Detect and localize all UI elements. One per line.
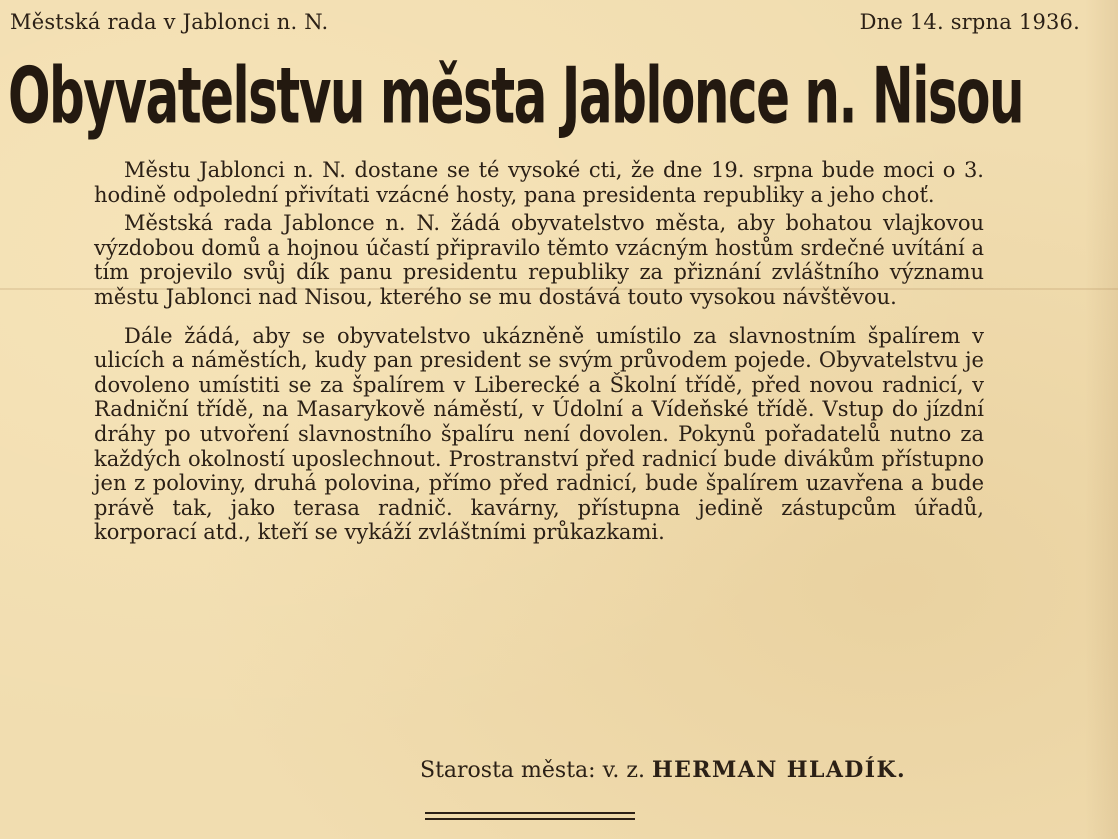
paragraph-1: Městu Jablonci n. N. dostane se té vysoké cti, že dne 19. srpna bude moci o 3. hodině odpolední přivítati vzácné hosty, pana presidenta republiky a jeho choť. xyxy=(94,158,984,207)
adjacent-column-bleed xyxy=(1085,0,1118,839)
announcement-body xyxy=(94,158,984,545)
closing-rule-bottom xyxy=(425,818,635,820)
signature-name: HERMAN HLADÍK. xyxy=(651,757,907,783)
publisher-line: Městská rada v Jablonci n. N. xyxy=(10,10,329,34)
date-line: Dne 14. srpna 1936. xyxy=(859,10,1080,34)
signature-prefix: Starosta města: v. z. xyxy=(420,758,645,783)
signature-block xyxy=(420,757,906,783)
closing-rule-top xyxy=(425,812,635,814)
headline: Obyvatelstvu města Jablonce n. Nisou xyxy=(8,51,1024,141)
paragraph-3: Dále žádá, aby se obyvatelstvo ukázněně umístilo za slavnostním špalírem v ulicích a náměstích, kudy pan president se svým průvodem pojede. Obyvatelstvu je dovoleno umístiti se za špalírem v Liberecké a Školní třídě, před novou radnicí, v Radniční třídě, na Masarykově náměstí, v Údolní a Vídeňské třídě. Vstup do jízdní dráhy po utvoření slavnostního špalíru není dovolen. Pokynů pořadatelů nutno za každých okolností uposlechnout. Prostranství před radnicí bude divákům přístupno jen z poloviny, druhá polovina, přímo před radnicí, bude špalírem uzavřena a bude právě tak, jako terasa radnič. kavárny, přístupna jedině zástupcům úřadů, korporací atd., kteří se vykáží zvláštními průkazkami. xyxy=(94,323,984,545)
paragraph-2: Městská rada Jablonce n. N. žádá obyvatelstvo města, aby bohatou vlajkovou výzdobou domů a hojnou účastí připravilo těmto vzácným hostům srdečné uvítání a tím projevilo svůj dík panu presidentu republiky za přiznání zvláštního významu městu Jablonci nad Nisou, kterého se mu dostává touto vysokou návštěvou. xyxy=(94,211,984,309)
